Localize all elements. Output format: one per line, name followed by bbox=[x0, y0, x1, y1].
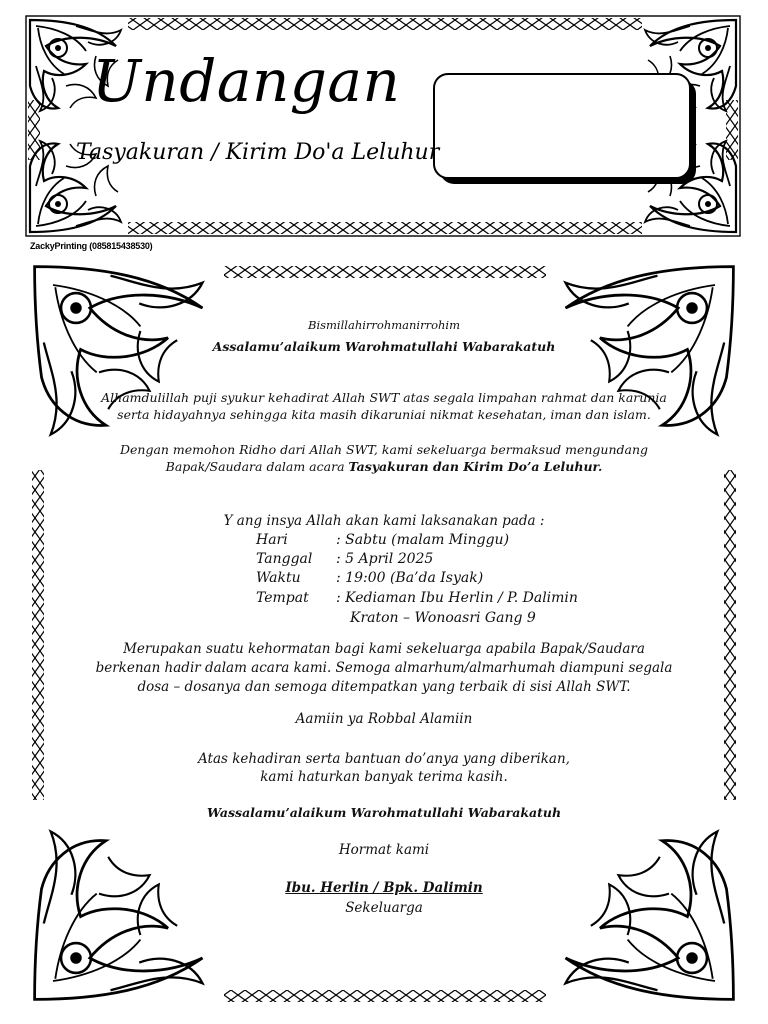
detail-label-place: Tempat bbox=[256, 590, 309, 606]
invitation-subtitle: Tasyakuran / Kirim Do'a Leluhur bbox=[76, 140, 440, 165]
paragraph-3-line-3: dosa – dosanya dan semoga ditempatkan yang terbaik di sisi Allah SWT. bbox=[137, 679, 631, 695]
paragraph-2-line-1: Dengan memohon Ridho dari Allah SWT, kami sekeluarga bermaksud mengundang bbox=[119, 442, 649, 457]
detail-value-time: : 19:00 (Ba’da Isyak) bbox=[336, 570, 484, 586]
detail-label-time: Waktu bbox=[256, 570, 301, 586]
invitation-title: Undangan bbox=[92, 47, 401, 115]
thanks-line-2: kami haturkan banyak terima kasih. bbox=[260, 769, 508, 785]
regards-text: Hormat kami bbox=[338, 842, 430, 858]
detail-address-line-2: Kraton – Wonoasri Gang 9 bbox=[350, 610, 536, 626]
detail-value-date: : 5 April 2025 bbox=[336, 551, 434, 567]
paragraph-1-line-1: Alhamdulillah puji syukur kehadirat Allah SWT atas segala limpahan rahmat dan karunia bbox=[101, 390, 667, 405]
paragraph-2-line-2 bbox=[0, 459, 768, 474]
closing-greeting: Wassalamu’alaikum Warohmatullahi Wabarakatuh bbox=[206, 805, 562, 820]
event-name: Tasyakuran dan Kirim Do’a Leluhur. bbox=[348, 459, 603, 474]
schedule-intro: Y ang insya Allah akan kami laksanakan pada : bbox=[223, 513, 545, 529]
opening-greeting: Assalamu’alaikum Warohmatullahi Wabarakatuh bbox=[212, 339, 556, 354]
printer-credit: ZackyPrinting (085815438530) bbox=[30, 241, 153, 251]
paragraph-3-line-1: Merupakan suatu kehormatan bagi kami sekeluarga apabila Bapak/Saudara bbox=[123, 641, 645, 657]
paragraph-2-prefix: Bapak/Saudara dalam acara bbox=[165, 459, 345, 474]
bismillah-text: Bismillahirrohmanirrohim bbox=[308, 318, 460, 332]
thanks-line-1: Atas kehadiran serta bantuan do’anya yang diberikan, bbox=[198, 751, 570, 767]
detail-value-day: : Sabtu (malam Minggu) bbox=[336, 532, 510, 548]
paragraph-3-line-2: berkenan hadir dalam acara kami. Semoga almarhum/almarhumah diampuni segala bbox=[95, 660, 673, 676]
amin-text: Aamiin ya Robbal Alamiin bbox=[295, 711, 473, 727]
family-text: Sekeluarga bbox=[345, 900, 423, 916]
detail-label-day: Hari bbox=[256, 532, 288, 548]
paragraph-1-line-2: serta hidayahnya sehingga kita masih dikaruniai nikmat kesehatan, iman dan islam. bbox=[117, 407, 651, 422]
detail-value-place: : Kediaman Ibu Herlin / P. Dalimin bbox=[336, 590, 578, 606]
detail-label-date: Tanggal bbox=[256, 551, 313, 567]
host-name: Ibu. Herlin / Bpk. Dalimin bbox=[285, 880, 483, 896]
